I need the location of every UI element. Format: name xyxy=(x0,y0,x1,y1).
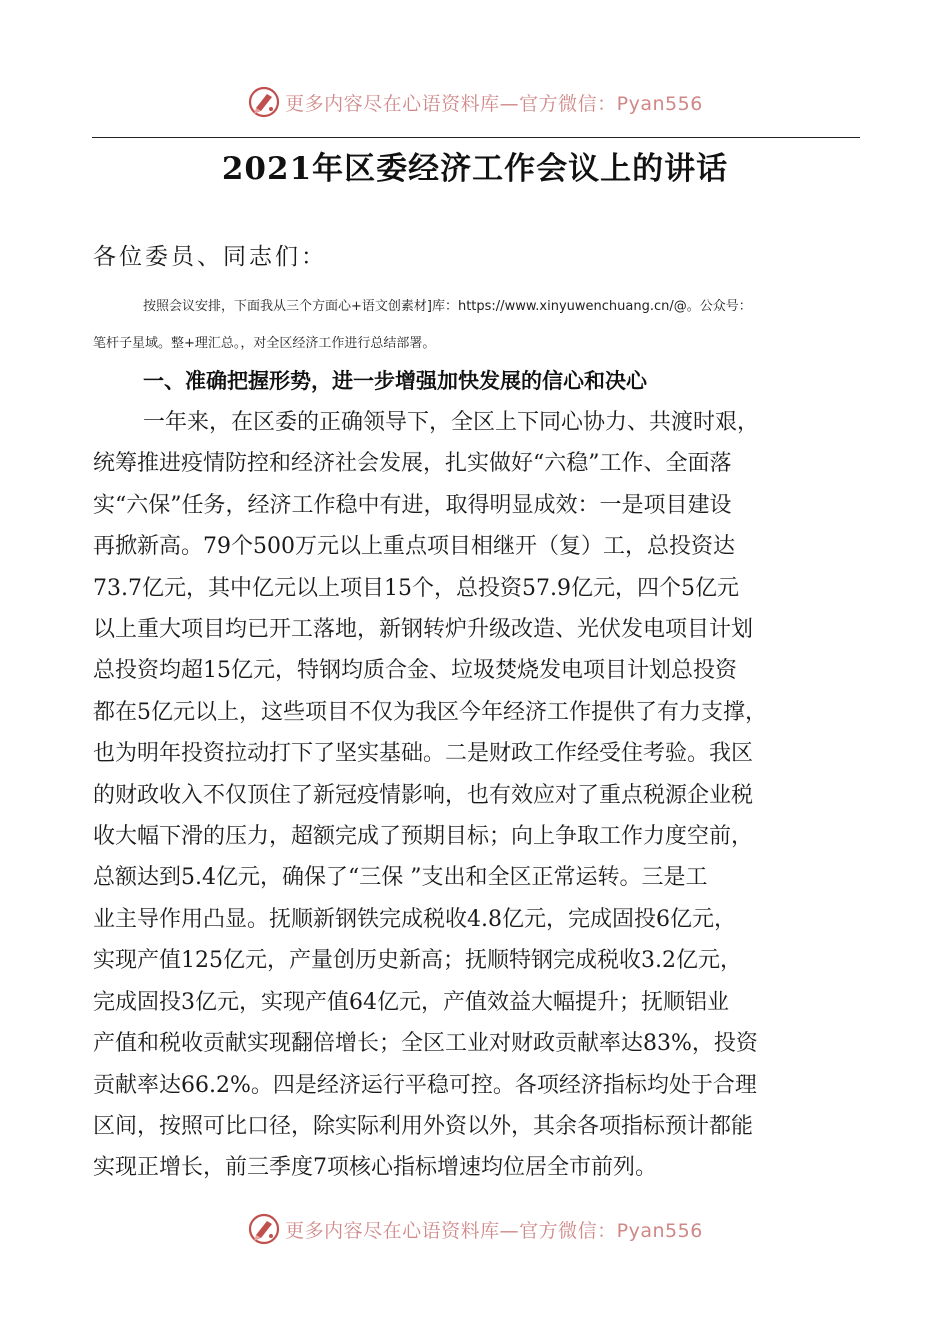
pen-logo-icon xyxy=(247,85,281,119)
header-rule xyxy=(92,137,860,138)
body-line: 实现正增长，前三季度7项核心指标增速均位居全市前列。 xyxy=(93,1155,657,1181)
body-line: 以上重大项目均已开工落地，新钢转炉升级改造、光伏发电项目计划 xyxy=(93,617,754,643)
body-line: 73.7亿元，其中亿元以上项目15个，总投资57.9亿元，四个5亿元 xyxy=(93,575,739,601)
body-line: 一年来，在区委的正确领导下，全区上下同心协力、共渡时艰， xyxy=(143,410,760,435)
watermark-text: 更多内容尽在心语资料库—官方微信：Pyan556 xyxy=(285,1219,703,1242)
body-line: 收大幅下滑的压力，超额完成了预期目标；向上争取工作力度空前， xyxy=(93,824,754,850)
salutation: 各位委员、同志们： xyxy=(93,244,327,270)
watermark-footer xyxy=(0,1209,950,1249)
body-line: 区间，按照可比口径，除实际利用外资以外，其余各项指标预计都能 xyxy=(93,1113,754,1139)
body-line: 总投资均超15亿元，特钢均质合金、垃圾焚烧发电项目计划总投资 xyxy=(93,658,737,684)
watermark-header xyxy=(0,82,950,122)
section-heading: 一、准确把握形势，进一步增强加快发展的信心和决心 xyxy=(143,369,647,393)
watermark-text: 更多内容尽在心语资料库—官方微信：Pyan556 xyxy=(285,92,703,115)
body-line: 的财政收入不仅顶住了新冠疫情影响，也有效应对了重点税源企业税 xyxy=(93,782,754,808)
body-line: 统筹推进疫情防控和经济社会发展，扎实做好“六稳”工作、全面落 xyxy=(93,451,732,477)
body-line: 也为明年投资拉动打下了坚实基础。二是财政工作经受住考验。我区 xyxy=(93,741,754,767)
body-line: 总额达到5.4亿元，确保了“三保 ”支出和全区正常运转。三是工 xyxy=(93,865,708,891)
body-line: 再掀新高。79个500万元以上重点项目相继开（复）工，总投资达 xyxy=(93,534,735,560)
body-line: 完成固投3亿元，实现产值64亿元，产值效益大幅提升；抚顺铝业 xyxy=(93,989,729,1015)
pen-logo-icon xyxy=(247,1212,281,1246)
intro-line: 笔杆子星域。整+理汇总。，对全区经济工作进行总结部署。 xyxy=(93,336,436,351)
body-line: 产值和税收贡献实现翻倍增长；全区工业对财政贡献率达83%，投资 xyxy=(93,1031,758,1057)
body-paragraph xyxy=(93,402,863,1189)
intro-paragraph xyxy=(93,288,863,362)
body-line: 贡献率达66.2%。四是经济运行平稳可控。各项经济指标均处于合理 xyxy=(93,1072,757,1098)
body-line: 实现产值125亿元，产量创历史新高；抚顺特钢完成税收3.2亿元， xyxy=(93,948,742,974)
intro-line: 按照会议安排，下面我从三个方面心+语文创素材]库：https://www.xinyuwenchuang.cn/@。公众号： xyxy=(143,299,752,314)
page-title: 2021年区委经济工作会议上的讲话 xyxy=(221,151,729,187)
body-line: 都在5亿元以上，这些项目不仅为我区今年经济工作提供了有力支撑， xyxy=(93,699,767,725)
body-line: 业主导作用凸显。抚顺新钢铁完成税收4.8亿元，完成固投6亿元， xyxy=(93,906,736,932)
body-line: 实“六保”任务，经济工作稳中有进，取得明显成效：一是项目建设 xyxy=(93,492,732,518)
